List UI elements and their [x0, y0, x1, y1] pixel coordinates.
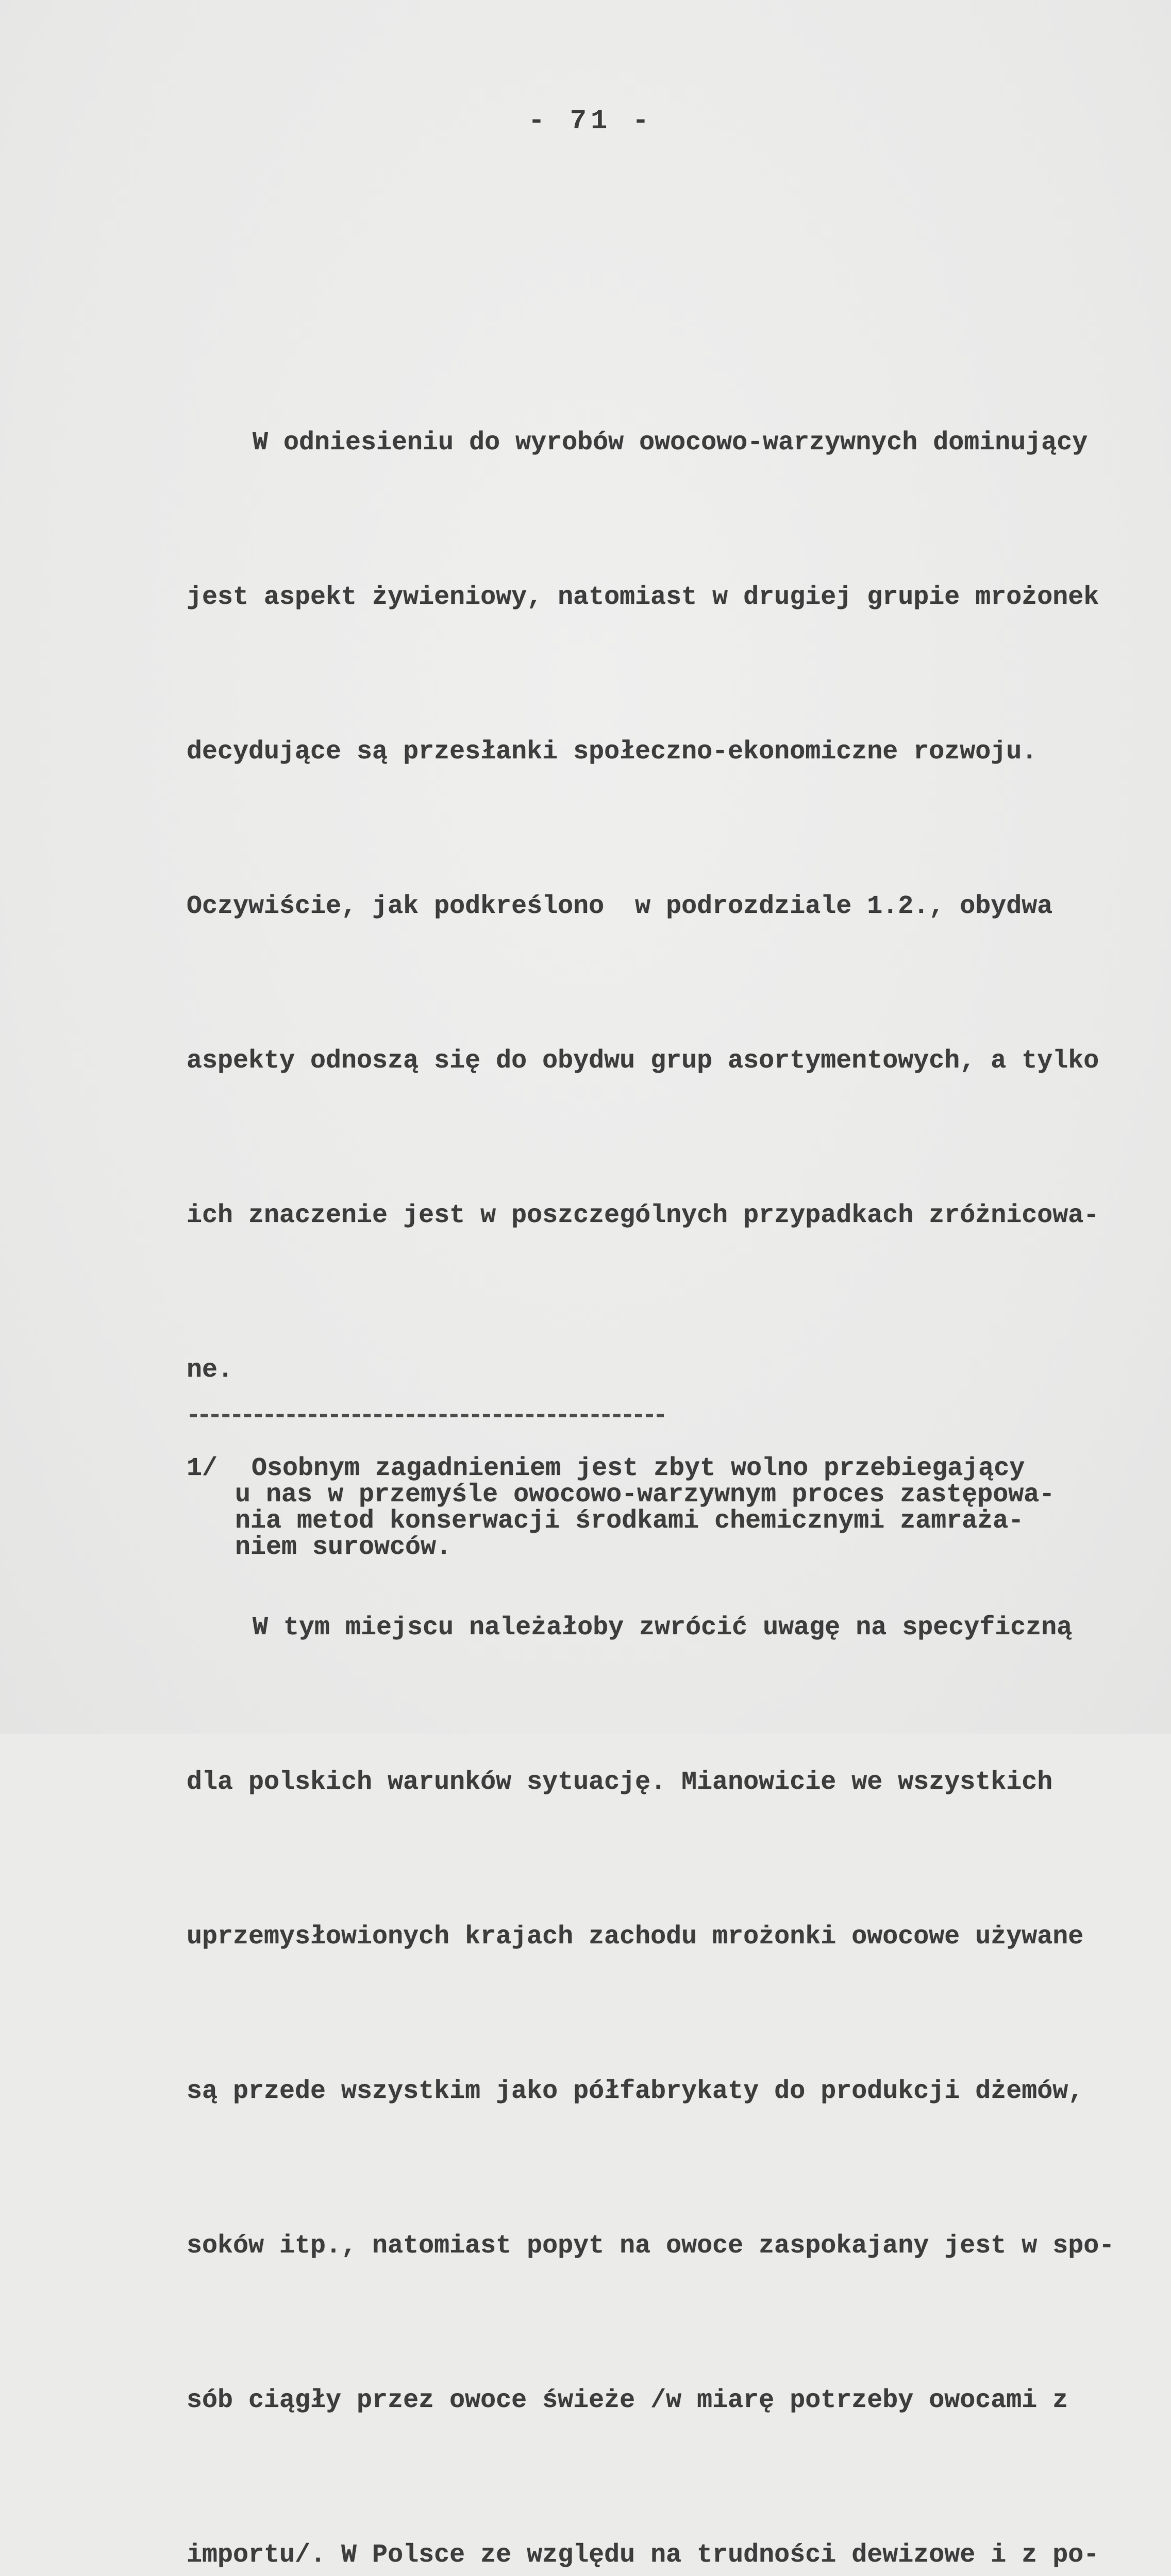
footnote-line: niem surowców. — [235, 1533, 452, 1562]
paragraph-1-line: ne. — [187, 1355, 233, 1385]
footnote-line: Osobnym zagadnieniem jest zbyt wolno przebiegający — [252, 1454, 1025, 1483]
paragraph-1-line: ich znaczenie jest w poszczególnych przypadkach zróżnicowa- — [187, 1201, 1099, 1230]
paragraph-1-line: jest aspekt żywieniowy, natomiast w drugiej grupie mrożonek — [187, 583, 1099, 612]
paragraph-2-line: sób ciągły przez owoce świeże /w miarę potrzeby owocami z — [187, 2386, 1068, 2415]
footnote-first-line — [187, 1455, 1140, 1482]
footnote-separator — [190, 1414, 664, 1417]
paragraph-2-line: importu/. W Polsce ze względu na trudności dewizowe i z po- — [187, 2540, 1099, 2570]
footnote-line: nia metod konserwacji środkami chemicznymi zamraża- — [235, 1506, 1024, 1536]
paragraph-1-line: W odniesieniu do wyrobów owocowo-warzywnych dominujący — [253, 428, 1088, 457]
paragraph-1-line: decydujące są przesłanki społeczno-ekonomiczne rozwoju. — [187, 737, 1038, 767]
page-number: - 71 - — [528, 106, 654, 137]
footnote — [187, 1455, 1140, 1561]
footnote-marker: 1/ — [187, 1454, 218, 1483]
body-text — [187, 263, 1140, 2576]
footnote-line: u nas w przemyśle owocowo-warzywnym proces zastępowa- — [235, 1480, 1055, 1510]
paragraph-1-line: Oczywiście, jak podkreślono w podrozdziale 1.2., obydwa — [187, 892, 1053, 921]
paragraph-2-line: są przede wszystkim jako półfabrykaty do produkcji dżemów, — [187, 2077, 1084, 2106]
paragraph-1-line: aspekty odnoszą się do obydwu grup asortymentowych, a tylko — [187, 1046, 1099, 1076]
paragraph-2-line: dla polskich warunków sytuację. Mianowicie we wszystkich — [187, 1768, 1053, 1797]
paragraph-2-line: soków itp., natomiast popyt na owoce zaspokajany jest w spo- — [187, 2231, 1115, 2261]
paragraph-2-line: uprzemysłowionych krajach zachodu mrożonki owocowe używane — [187, 1922, 1084, 1952]
paragraph-2-line: W tym miejscu należałoby zwrócić uwagę na specyficzną — [253, 1613, 1073, 1642]
